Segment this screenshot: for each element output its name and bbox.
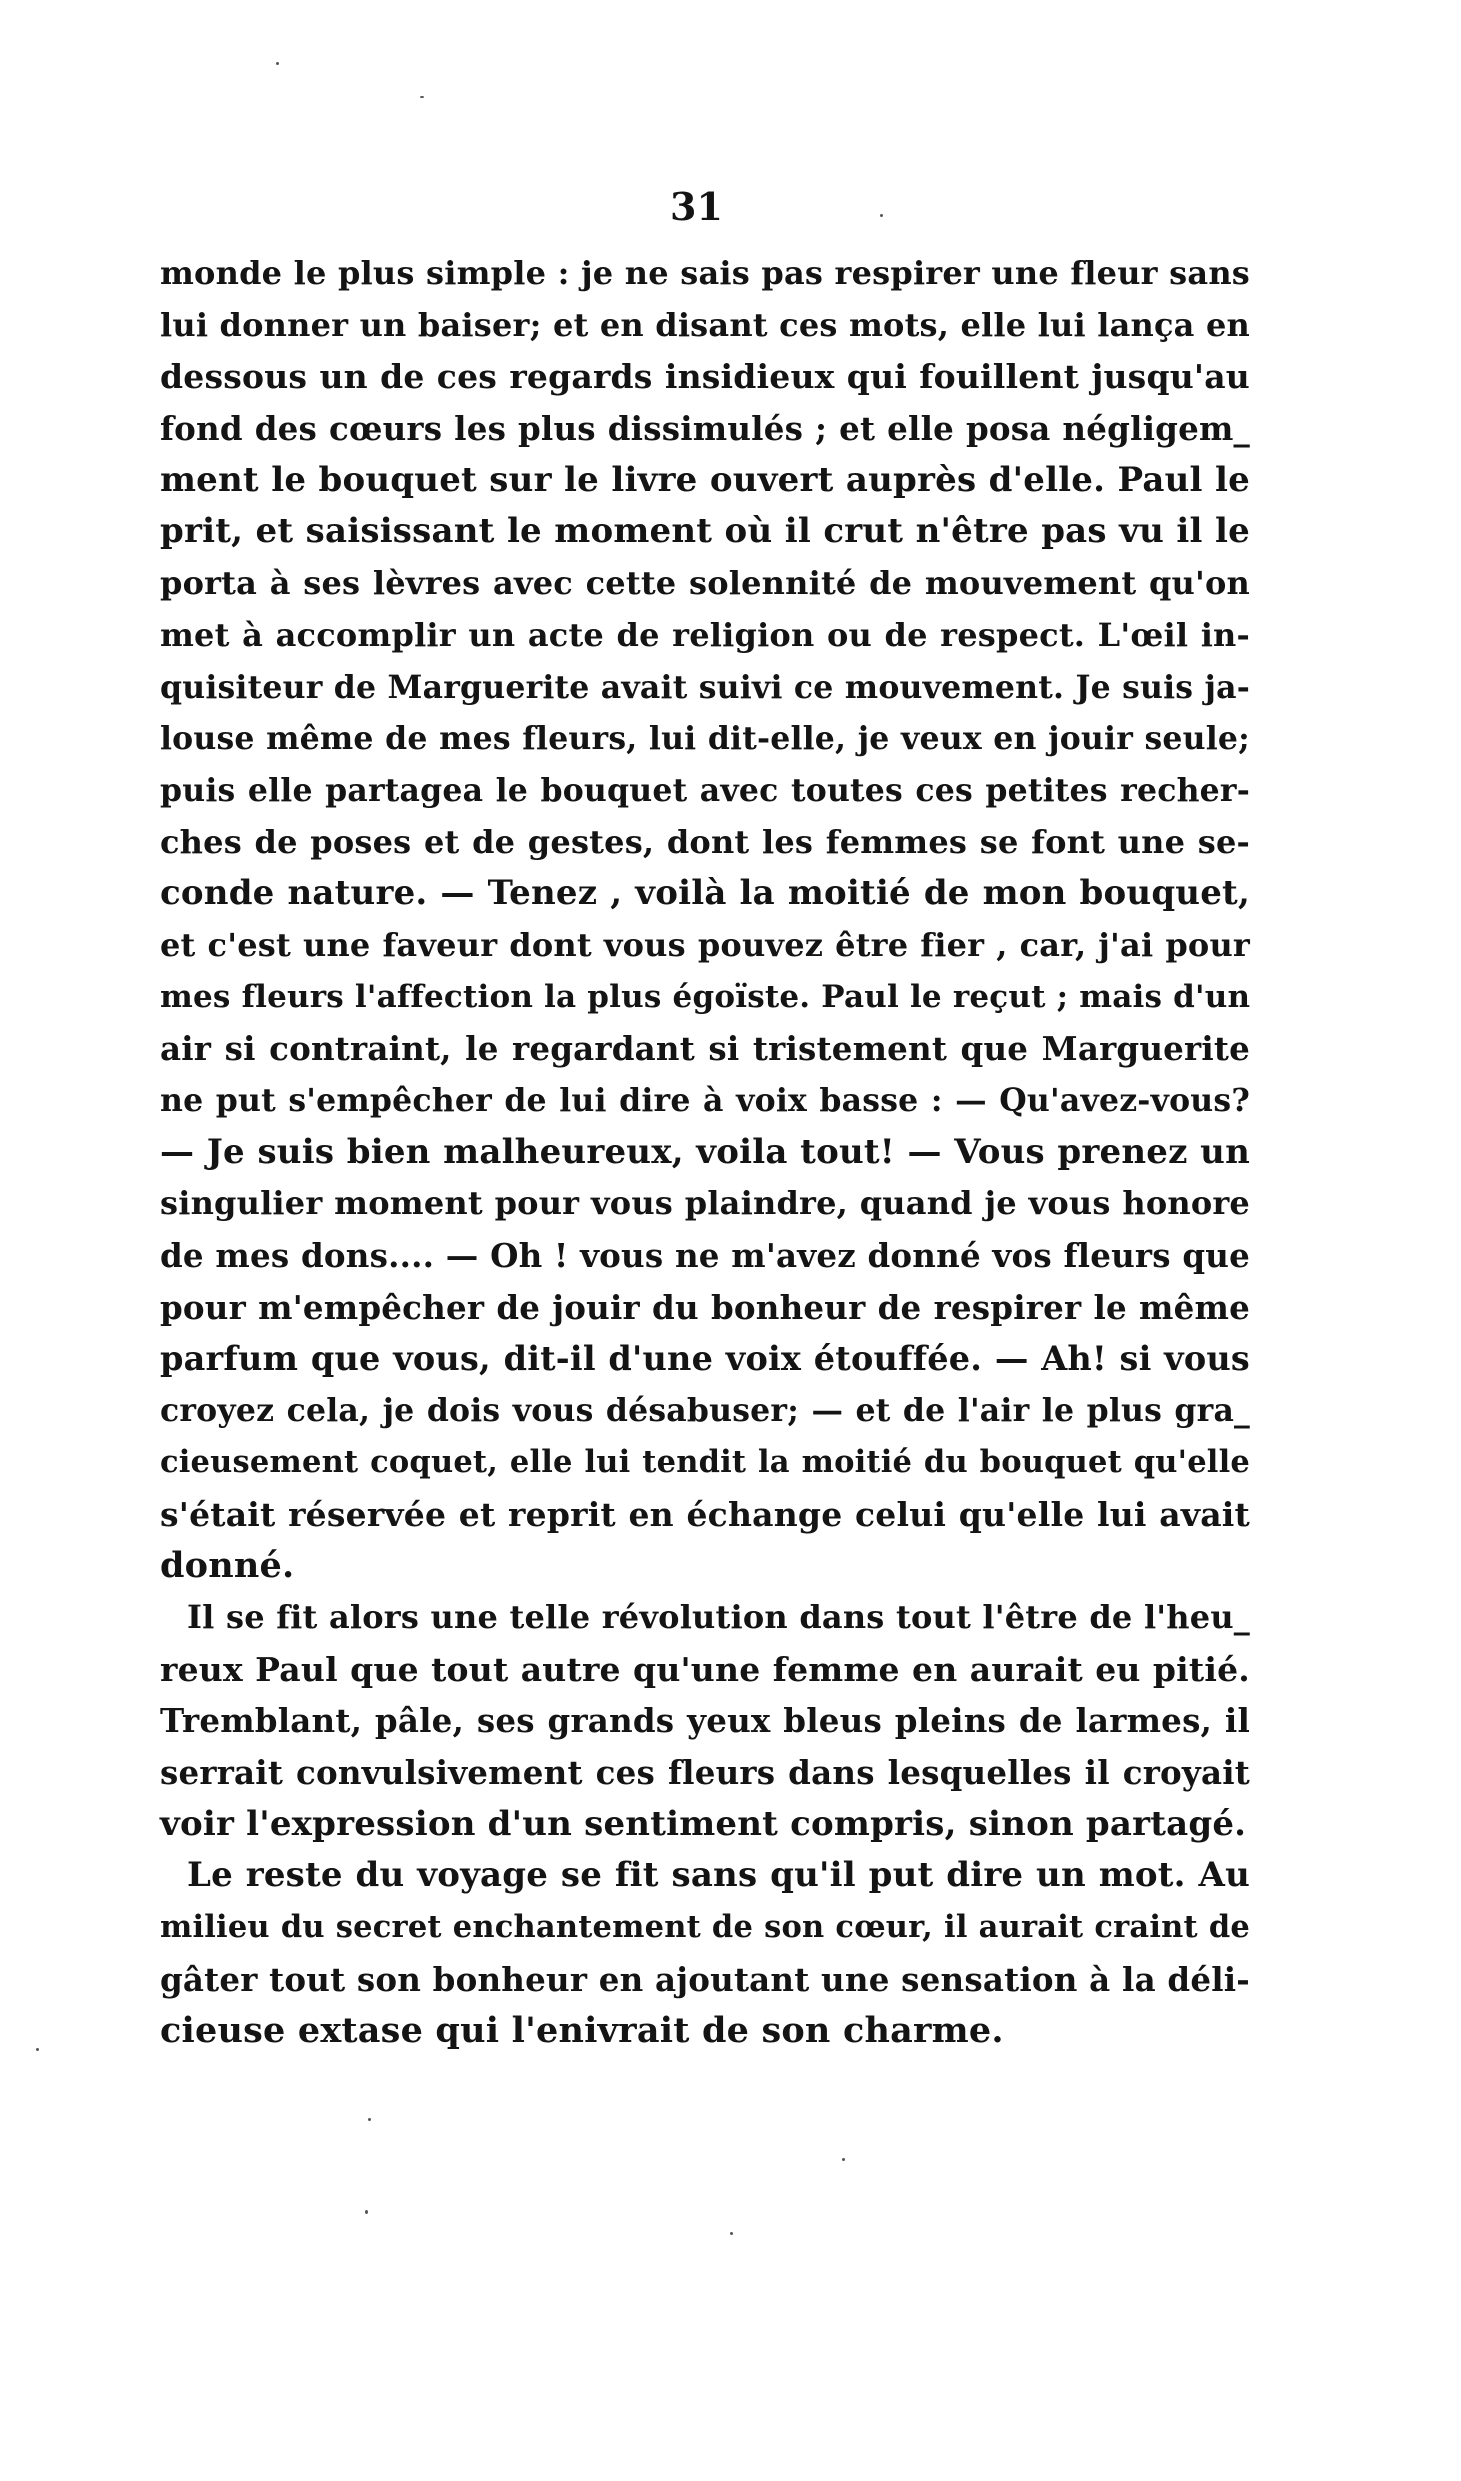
text-line: porta à ses lèvres avec cette solennité de mouvement qu'on: [160, 564, 1250, 603]
text-line: Il se fit alors une telle révolution dans tout l'être de l'heu_: [187, 1597, 1250, 1636]
scan-speck: [420, 96, 424, 98]
text-line: parfum que vous, dit-il d'une voix étouffée. — Ah! si vous: [160, 1339, 1250, 1379]
text-line: ches de poses et de gestes, dont les femmes se font une se-: [160, 822, 1250, 861]
text-line: ne put s'empêcher de lui dire à voix basse : — Qu'avez-vous?: [160, 1082, 1250, 1119]
text-line: pour m'empêcher de jouir du bonheur de respirer le même: [160, 1287, 1250, 1327]
text-line: met à accomplir un acte de religion ou de respect. L'œil in-: [160, 615, 1250, 654]
text-line: cieuse extase qui l'enivrait de son charme.: [160, 2010, 1004, 2052]
text-line: conde nature. — Tenez , voilà la moitié de mon bouquet,: [160, 873, 1250, 914]
scan-speck: [276, 62, 279, 65]
page-number: 31: [670, 184, 723, 229]
paragraph: [160, 248, 1250, 1592]
text-line: mes fleurs l'affection la plus égoïste. Paul le reçut ; mais d'un: [160, 978, 1251, 1015]
text-line: air si contraint, le regardant si tristement que Marguerite: [160, 1029, 1250, 1069]
text-line: ment le bouquet sur le livre ouvert auprès d'elle. Paul le: [160, 459, 1250, 500]
text-line: s'était réservée et reprit en échange celui qu'elle lui avait: [160, 1494, 1250, 1534]
paragraph: [160, 1850, 1250, 2057]
scan-speck: [365, 2210, 368, 2214]
text-line: cieusement coquet, elle lui tendit la moitié du bouquet qu'elle: [160, 1443, 1250, 1480]
text-line: — Je suis bien malheureux, voila tout! — Vous prenez un: [160, 1131, 1250, 1172]
scan-speck: [730, 2232, 733, 2235]
text-line: milieu du secret enchantement de son cœur, il aurait craint de: [160, 1909, 1250, 1945]
text-line: croyez cela, je dois vous désabuser; — et de l'air le plus gra_: [160, 1392, 1250, 1430]
text-line: louse même de mes fleurs, lui dit-elle, je veux en jouir seule;: [160, 720, 1250, 758]
paragraph: [160, 1592, 1250, 1850]
text-line: lui donner un baiser; et en disant ces mots, elle lui lança en: [160, 305, 1250, 344]
scan-speck: [842, 2158, 845, 2161]
text-line: puis elle partagea le bouquet avec toutes ces petites recher-: [160, 771, 1250, 809]
scan-speck: [36, 2048, 39, 2051]
text-line: quisiteur de Marguerite avait suivi ce mouvement. Je suis ja-: [160, 668, 1250, 706]
text-line: reux Paul que tout autre qu'une femme en aurait eu pitié.: [160, 1649, 1250, 1689]
text-line: prit, et saisissant le moment où il crut n'être pas vu il le: [160, 511, 1250, 552]
text-line: monde le plus simple : je ne sais pas respirer une fleur sans: [160, 254, 1250, 292]
text-line: donné.: [160, 1545, 295, 1587]
scan-speck: [880, 214, 883, 217]
text-line: de mes dons.... — Oh ! vous ne m'avez donné vos fleurs que: [160, 1236, 1250, 1276]
text-line: singulier moment pour vous plaindre, quand je vous honore: [160, 1184, 1250, 1223]
text-line: gâter tout son bonheur en ajoutant une sensation à la déli-: [160, 1959, 1250, 1999]
text-line: dessous un de ces regards insidieux qui fouillent jusqu'au: [160, 357, 1250, 397]
text-line: fond des cœurs les plus dissimulés ; et elle posa négligem_: [160, 409, 1250, 449]
text-line: Le reste du voyage se fit sans qu'il put dire un mot. Au: [187, 1855, 1250, 1896]
text-line: voir l'expression d'un sentiment compris, sinon partagé.: [160, 1803, 1247, 1844]
text-line: et c'est une faveur dont vous pouvez être fier , car, j'ai pour: [160, 925, 1250, 964]
text-line: Tremblant, pâle, ses grands yeux bleus pleins de larmes, il: [160, 1701, 1250, 1741]
text-line: serrait convulsivement ces fleurs dans lesquelles il croyait: [160, 1752, 1250, 1792]
scan-speck: [368, 2118, 371, 2121]
body-text: [160, 248, 1250, 2057]
